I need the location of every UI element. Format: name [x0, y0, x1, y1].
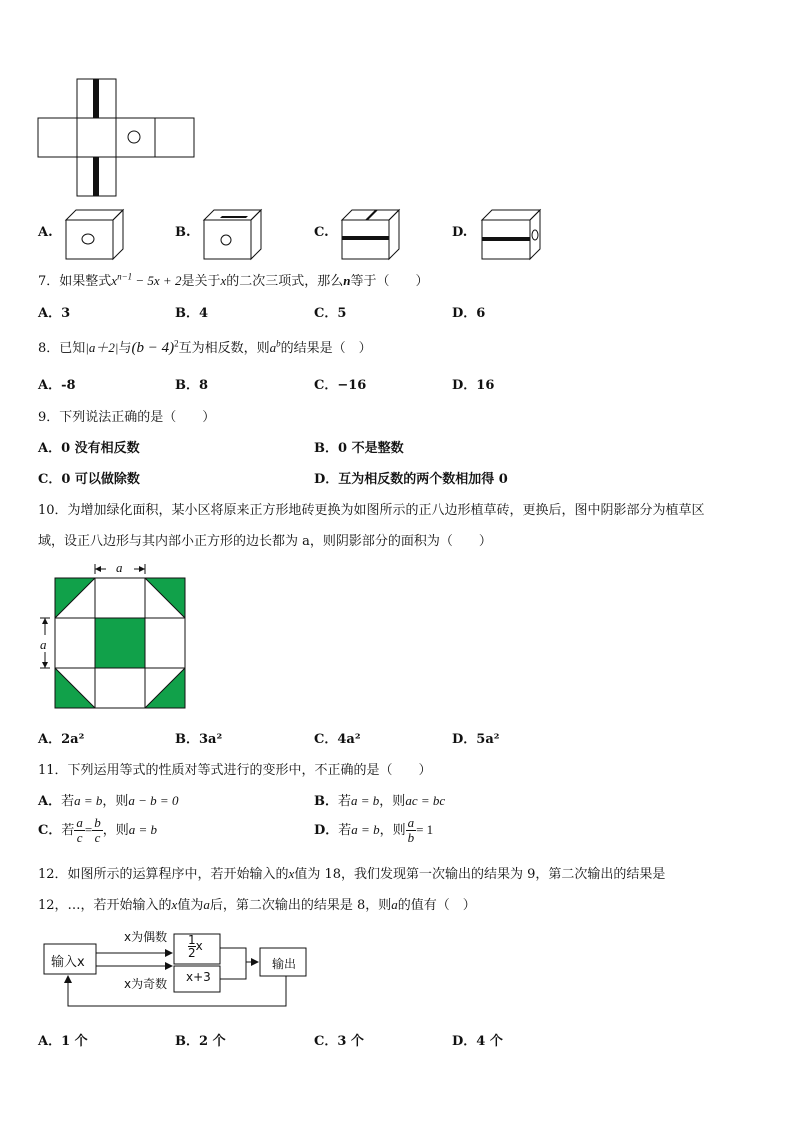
q11-option-c-ze: ，则: [102, 823, 129, 838]
flow-even-label: x为偶数: [124, 930, 168, 944]
q11-option-d-frac: [406, 816, 417, 845]
q8-sq-exp: 2: [174, 338, 179, 349]
q8-mid2: 互为相反数，则: [178, 341, 270, 356]
q12-option-a: [38, 1030, 88, 1049]
q9-option-d: [314, 468, 508, 487]
q10-option-a-letter: A．: [38, 732, 62, 747]
q11-option-c-letter: C．: [38, 823, 62, 838]
flow-input-label: 输入x: [51, 955, 85, 970]
q9-option-d-text: 互为相反数的两个数相加得 0: [338, 472, 508, 487]
q7-option-d: [452, 302, 485, 321]
q7-stem: [38, 270, 429, 289]
q12-line2-c: 后，第二次输出的结果是 8，则: [209, 898, 392, 913]
q9-option-b-letter: B．: [314, 441, 338, 456]
q8-option-c-letter: C．: [314, 378, 338, 393]
q10-option-b-letter: B．: [175, 732, 199, 747]
q12-option-b-text: 2 个: [199, 1034, 226, 1049]
q10-option-c: [314, 728, 361, 747]
q7-expr-base: x: [111, 273, 118, 288]
flow-odd-label: x为奇数: [124, 977, 168, 991]
q12-option-a-letter: A．: [38, 1034, 62, 1049]
q7-var2: n: [343, 273, 351, 288]
q12-option-b: [175, 1030, 226, 1049]
flow-output-label: 输出: [272, 957, 297, 971]
q12-line2-a: 12，…，若开始输入的: [38, 898, 172, 913]
q11-option-d-ze: ，则: [379, 823, 406, 838]
q11-option-a-res: a − b = 0: [128, 793, 179, 808]
q9-stem: 9．下列说法正确的是（ ）: [38, 410, 216, 425]
q10-stem-line1: 10．为增加绿化面积，某小区将原来正方形地砖更换为如图所示的正八边形植草砖，更换后，图中阴影部分为植草区: [38, 503, 705, 518]
q8-option-b-text: 8: [199, 378, 209, 393]
q8-pow-exp: b: [276, 338, 281, 349]
q7-option-d-text: 6: [476, 306, 486, 321]
q11-option-a-ze: ，则: [102, 794, 129, 809]
q11-option-b-ruo: 若: [338, 794, 352, 809]
q7-middle: 是关于: [181, 274, 221, 289]
q11-option-b-cond: a = b: [351, 793, 380, 808]
q9-option-b-text: 0 不是整数: [338, 441, 404, 456]
q11-option-d-letter: D．: [314, 823, 339, 838]
q11-option-d-res: = 1: [416, 822, 434, 837]
q9-option-c-letter: C．: [38, 472, 62, 487]
q11-option-c-frac1: [74, 816, 85, 845]
q12-line1-a: 12．如图所示的运算程序中，若开始输入的: [38, 867, 289, 882]
q12-line1-b: 值为 18，我们发现第一次输出的结果为 9，第二次输出的结果是: [294, 867, 666, 882]
q11-option-d-frac-num: a: [407, 815, 415, 830]
q8-option-d-letter: D．: [452, 378, 477, 393]
q10-option-d: [452, 728, 499, 747]
q12-stem-line2: [38, 894, 476, 913]
q11-option-a-ruo: 若: [61, 794, 75, 809]
q7-option-b: [175, 302, 208, 321]
flow-half-var: x: [195, 939, 203, 953]
q12-var4: a: [391, 897, 398, 912]
q7-option-c-text: 5: [337, 306, 347, 321]
q11-option-d-cond: a = b: [351, 822, 380, 837]
q8-option-d-text: 16: [476, 378, 495, 393]
q6-option-b-letter: B.: [175, 225, 191, 240]
q8-mid: 与: [118, 341, 132, 356]
q11-option-c-frac1-num: a: [76, 815, 83, 830]
q8-option-c-text: −16: [337, 378, 367, 393]
q12-option-c-letter: C．: [314, 1034, 338, 1049]
flow-half-expr: [188, 934, 203, 959]
q10-stem-line2: 域，设正八边形与其内部小正方形的边长都为 a，则阴影部分的面积为（ ）: [38, 534, 492, 549]
q11-option-c-frac2: [92, 816, 103, 845]
q11-option-c-ruo: 若: [61, 823, 75, 838]
q7-option-a-letter: A．: [38, 306, 62, 321]
q11-option-d: [314, 816, 433, 845]
q10-option-c-letter: C．: [314, 732, 338, 747]
q10-label-left: a: [40, 637, 47, 652]
q7-middle2: 的二次三项式，那么: [226, 274, 344, 289]
q8-abs-expr: |a＋2|: [85, 340, 119, 355]
q11-option-b-ze: ，则: [379, 794, 406, 809]
q6-option-d-letter: D.: [452, 225, 468, 240]
q7-option-a: [38, 302, 70, 321]
q7-var: x: [220, 273, 227, 288]
cube-net-figure: [36, 78, 198, 198]
q12-line2-b: 值为: [177, 898, 204, 913]
q11-option-c-frac1-den: c: [76, 830, 83, 845]
q8-sq-expr: (b − 4): [131, 340, 175, 356]
q12-var: x: [288, 866, 295, 881]
q10-option-c-text: 4a²: [337, 732, 361, 747]
q11-option-b: [314, 790, 445, 809]
q9-option-a-text: 0 没有相反数: [61, 441, 140, 456]
q7-option-c: [314, 302, 346, 321]
q12-option-c: [314, 1030, 364, 1049]
q12-option-d-letter: D．: [452, 1034, 477, 1049]
q8-suffix: 的结果是（ ）: [280, 341, 372, 356]
q11-option-b-letter: B．: [314, 794, 338, 809]
q11-option-c: [38, 816, 157, 845]
q12-option-d-text: 4 个: [476, 1034, 503, 1049]
q7-option-d-letter: D．: [452, 306, 477, 321]
q9-option-a-letter: A．: [38, 441, 62, 456]
q8-option-c: [314, 374, 366, 393]
q12-option-c-text: 3 个: [337, 1034, 364, 1049]
q12-line2-d: 的值有（ ）: [397, 898, 476, 913]
q11-option-d-ruo: 若: [338, 823, 352, 838]
q6-option-d-cube: [478, 206, 544, 261]
q8-stem: [38, 337, 372, 357]
q11-option-b-res: ac = bc: [405, 793, 446, 808]
q7-option-c-letter: C．: [314, 306, 338, 321]
q7-option-b-letter: B．: [175, 306, 199, 321]
q7-suffix: 等于（ ）: [350, 274, 429, 289]
q7-option-a-text: 3: [61, 306, 71, 321]
q8-pow-base: a: [269, 340, 277, 355]
q11-option-c-res: a = b: [128, 822, 158, 837]
q8-option-b: [175, 374, 208, 393]
q8-option-a: [38, 374, 76, 393]
q8-option-b-letter: B．: [175, 378, 199, 393]
q9-option-b: [314, 437, 404, 456]
q10-option-d-letter: D．: [452, 732, 477, 747]
q9-option-c: [38, 468, 140, 487]
q7-expr-rest: − 5x + 2: [132, 273, 182, 288]
q6-option-a-letter: A.: [38, 225, 53, 240]
flow-half-frac: [188, 934, 196, 959]
q12-option-a-text: 1 个: [61, 1034, 88, 1049]
q7-expr: [111, 273, 181, 288]
q6-option-b-cube: [200, 206, 264, 261]
q10-option-b: [175, 728, 222, 747]
q10-option-d-text: 5a²: [476, 732, 500, 747]
q12-option-d: [452, 1030, 503, 1049]
q9-option-a: [38, 437, 140, 456]
q9-option-d-letter: D．: [314, 472, 339, 487]
q11-option-c-frac2-num: b: [94, 815, 101, 830]
q7-expr-exp: n−1: [117, 271, 133, 282]
q8-option-a-letter: A．: [38, 378, 62, 393]
q11-option-a-cond: a = b: [74, 793, 103, 808]
q12-var3: a: [203, 897, 210, 912]
octagon-tile-figure: [36, 560, 190, 712]
q10-option-b-text: 3a²: [199, 732, 223, 747]
q8-option-a-text: -8: [61, 378, 76, 393]
q8-option-d: [452, 374, 494, 393]
q10-option-a-text: 2a²: [61, 732, 85, 747]
q6-option-c-letter: C.: [314, 225, 329, 240]
flow-half-num: 1: [188, 933, 196, 947]
q8-prefix: 8．已知: [38, 341, 86, 356]
flow-plus3-label: x+3: [186, 970, 211, 984]
q12-var2: x: [171, 897, 178, 912]
q6-option-c-cube: [338, 206, 402, 261]
q12-option-b-letter: B．: [175, 1034, 199, 1049]
q11-option-a-letter: A．: [38, 794, 62, 809]
q11-option-d-frac-den: b: [407, 830, 415, 845]
q10-label-top: a: [116, 560, 123, 575]
q6-option-a-cube: [62, 206, 126, 261]
q11-stem: 11．下列运用等式的性质对等式进行的变形中，不正确的是（ ）: [38, 763, 432, 778]
q11-option-c-eq: =: [84, 822, 93, 837]
q7-prefix: 7．如果整式: [38, 274, 112, 289]
q7-option-b-text: 4: [199, 306, 209, 321]
q11-option-c-frac2-den: c: [94, 830, 101, 845]
q11-option-a: [38, 790, 178, 809]
flow-half-den: 2: [188, 946, 196, 960]
q12-stem-line1: [38, 863, 665, 882]
q9-option-c-text: 0 可以做除数: [61, 472, 140, 487]
q10-option-a: [38, 728, 84, 747]
